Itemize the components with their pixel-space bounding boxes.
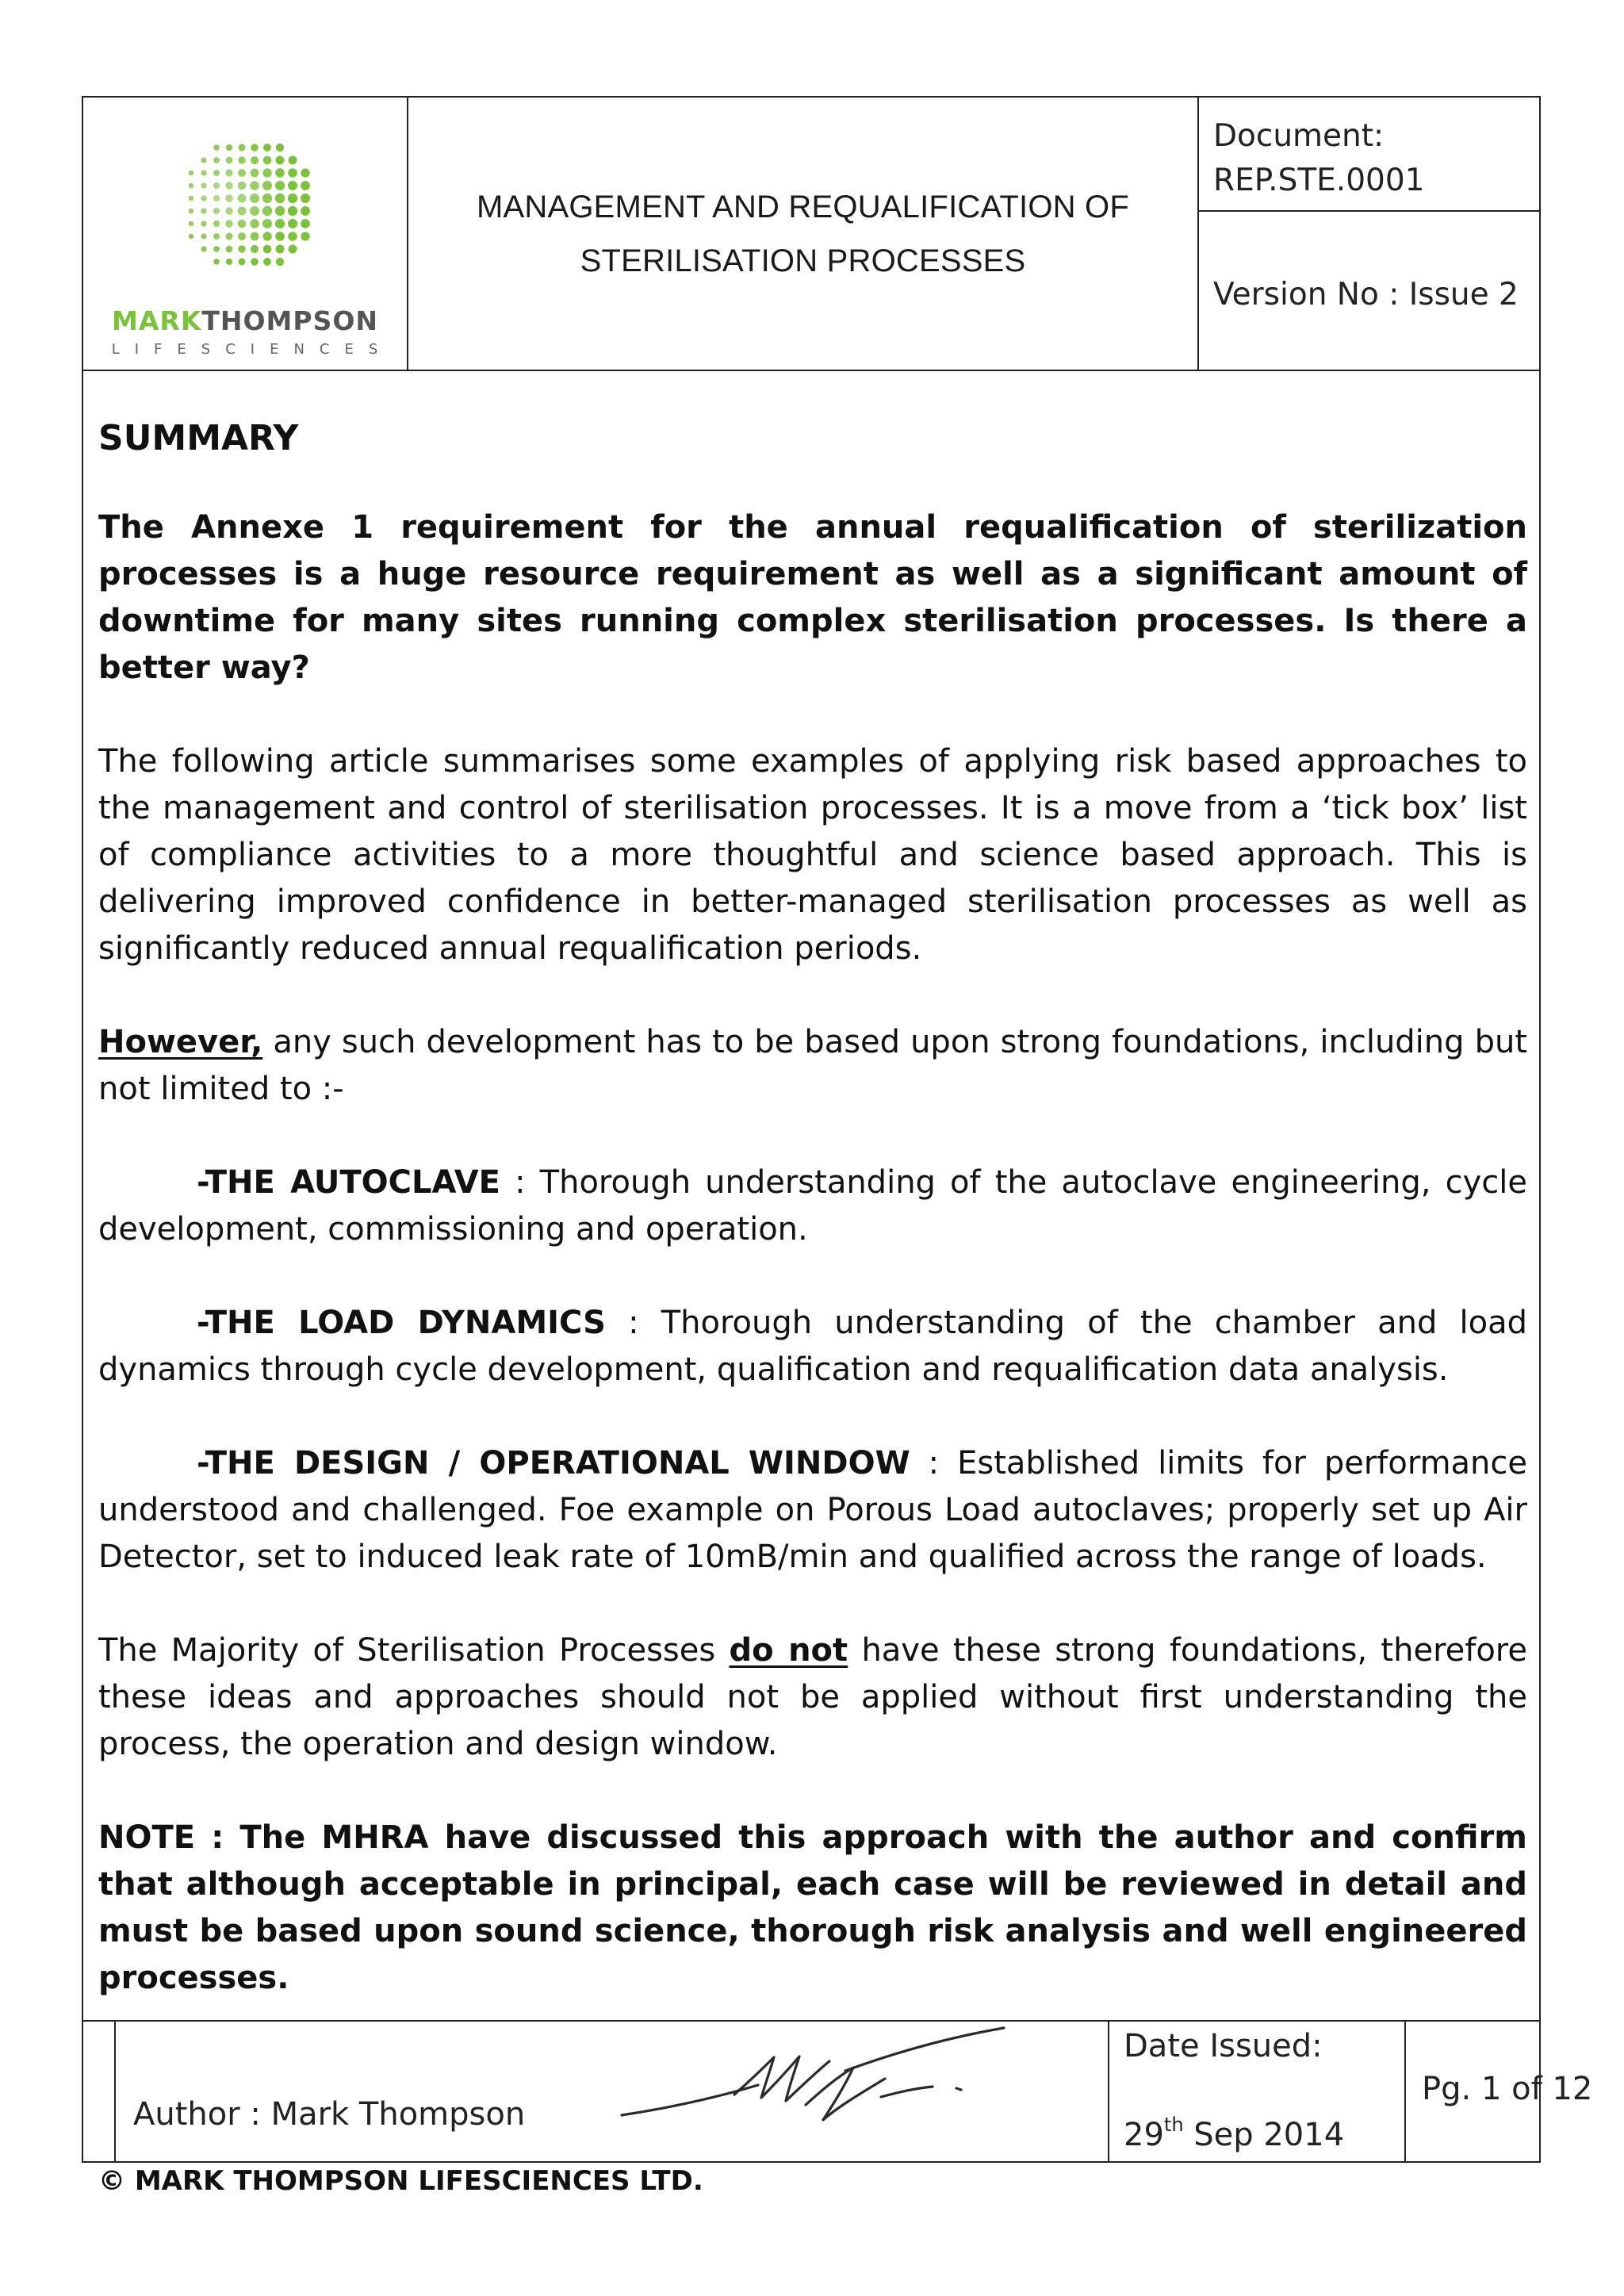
author-cell	[116, 2022, 1109, 2161]
globe-dot	[289, 156, 297, 165]
globe-dot	[201, 157, 206, 163]
globe-dot	[213, 259, 220, 265]
globe-dot	[250, 206, 259, 216]
globe-dot	[189, 183, 194, 189]
however-text: any such development has to be based upon strong foundations, including but not limited to :-	[98, 1024, 1527, 1107]
globe-dot	[213, 195, 220, 201]
globe-dot	[288, 232, 297, 241]
however-paragraph	[98, 1019, 1527, 1113]
dotted-globe-logo-icon	[83, 98, 408, 304]
summary-section	[98, 411, 1527, 2002]
date-issued-cell	[1109, 2022, 1406, 2161]
globe-dot	[251, 156, 259, 164]
globe-dot	[201, 208, 206, 213]
globe-dot	[263, 156, 272, 165]
globe-dot	[225, 169, 232, 176]
globe-dot	[226, 157, 233, 164]
globe-dot	[301, 219, 310, 228]
globe-dot	[262, 232, 271, 240]
globe-dot	[201, 170, 206, 175]
brand-name	[83, 305, 407, 336]
globe-dot	[263, 258, 271, 266]
globe-dot	[251, 258, 259, 266]
globe-dot	[201, 195, 206, 201]
version-number: Version No : Issue 2	[1213, 277, 1519, 312]
meta-cell	[1199, 98, 1539, 370]
majority-text-after: have these strong foundations, therefore these ideas and approaches should not be applied without first understanding the process, the operation and design window.	[98, 1632, 1527, 1762]
globe-dot	[301, 194, 310, 203]
globe-dot	[301, 168, 309, 177]
brand-logo	[83, 305, 407, 358]
document-number-cell	[1199, 98, 1539, 212]
globe-dot	[251, 232, 259, 241]
globe-dot	[226, 144, 232, 151]
globe-dot	[275, 168, 285, 178]
document-header-table	[82, 96, 1541, 371]
globe-dot	[301, 206, 310, 216]
globe-dot	[189, 234, 194, 240]
foundation-text: : Thorough understanding of the autoclave engineering, cycle development, commissioning and operation.	[98, 1164, 1527, 1248]
globe-dot	[301, 232, 309, 240]
date-day: 29	[1124, 2117, 1164, 2153]
globe-dot	[275, 232, 285, 241]
document-footer-table	[82, 2020, 1593, 2163]
summary-intro: The Annexe 1 requirement for the annual requalification of sterilization processes is a huge resource requirement as well as a significant amount of downtime for many sites running complex sterilisation processes. Is there a better way?	[98, 509, 1527, 686]
globe-dot	[288, 219, 297, 228]
globe-dot	[262, 181, 272, 190]
globe-dot	[226, 259, 232, 265]
foundation-load-dynamics	[98, 1300, 1527, 1393]
globe-dot	[201, 246, 206, 251]
globe-dot	[237, 194, 246, 202]
summary-heading: SUMMARY	[98, 418, 299, 458]
globe-dot	[251, 144, 259, 151]
globe-dot	[213, 157, 220, 163]
article-paragraph: The following article summarises some examples of applying risk based approaches to the management and control of sterilisation processes. It is a move from a ‘tick box’ list of compliance activities to a more thoughtful and science based approach. This is delivering improved confidence in better-managed sterilisation processes as well as significantly reduced annual requalification periods.	[98, 743, 1527, 967]
footer-gutter-cell	[83, 2022, 116, 2161]
globe-dot	[250, 194, 259, 203]
globe-dot	[238, 220, 247, 228]
brand-name-mark: MARK	[111, 305, 202, 336]
globe-dot	[213, 208, 220, 214]
foundation-operational-window	[98, 1440, 1527, 1581]
globe-dot	[263, 245, 272, 254]
globe-dot	[213, 144, 220, 151]
document-title	[408, 180, 1197, 288]
globe-dot	[237, 206, 246, 215]
globe-dot	[213, 182, 220, 189]
globe-dot	[289, 245, 297, 254]
foundation-label: -THE LOAD DYNAMICS	[197, 1305, 606, 1341]
date-issued-label: Date Issued:	[1124, 2028, 1323, 2064]
foundation-autoclave	[98, 1159, 1527, 1253]
globe-dot	[213, 170, 220, 176]
globe-dot	[288, 181, 297, 190]
globe-dot	[238, 232, 246, 240]
foundation-label: -THE AUTOCLAVE	[197, 1164, 500, 1201]
globe-dot	[238, 156, 246, 164]
globe-dot	[275, 194, 285, 204]
globe-dot	[275, 219, 285, 228]
globe-dot	[275, 181, 285, 190]
globe-dot	[213, 233, 220, 240]
foundation-text: : Thorough understanding of the chamber and load dynamics through cycle development, qualification and requalification data analysis.	[98, 1305, 1527, 1388]
mhra-note: NOTE : The MHRA have discussed this approach with the author and confirm that although acceptable in principal, each case will be reviewed in detail and must be based upon sound science, thorough risk analysis and well engineered processes.	[98, 1819, 1527, 1996]
document-number: REP.STE.0001	[1213, 163, 1425, 198]
globe-dot	[225, 232, 232, 240]
date-suffix: th	[1163, 2114, 1184, 2136]
globe-dot	[251, 245, 259, 253]
globe-dot	[213, 246, 220, 252]
globe-dot	[238, 169, 246, 177]
document-title-line-1: MANAGEMENT AND REQUALIFICATION OF	[477, 190, 1129, 224]
brand-subtitle: LIFESCIENCES	[111, 341, 393, 358]
majority-paragraph	[98, 1627, 1527, 1768]
globe-dot	[239, 259, 246, 266]
globe-dot	[262, 194, 272, 203]
date-issued-value	[1124, 2114, 1345, 2153]
globe-dot	[288, 206, 297, 216]
globe-dot	[238, 245, 246, 253]
author-name: Author : Mark Thompson	[133, 2096, 526, 2133]
globe-dot	[239, 144, 246, 151]
globe-dot	[213, 220, 220, 227]
globe-dot	[201, 220, 206, 226]
author-signature-icon	[615, 2022, 1028, 2148]
globe-dot	[225, 182, 232, 189]
globe-dot	[189, 171, 194, 176]
globe-dot	[201, 182, 206, 188]
title-cell	[408, 98, 1199, 370]
globe-dot	[276, 144, 284, 151]
globe-dot	[275, 206, 285, 217]
globe-dot	[262, 206, 272, 216]
globe-dot	[225, 207, 233, 215]
globe-dot	[301, 181, 310, 190]
document-label: Document:	[1213, 118, 1385, 154]
globe-dot	[189, 196, 194, 201]
globe-dot	[276, 156, 285, 165]
brand-name-thompson: THOMPSON	[201, 305, 379, 336]
foundation-text: : Established limits for performance understood and challenged. Foe example on Porous Load autoclaves; properly set up Air Detector, set to induced leak rate of 10mB/min and qualified across the range of loads.	[98, 1445, 1527, 1575]
globe-dot	[251, 169, 259, 178]
globe-dot	[189, 209, 194, 214]
foundation-label: -THE DESIGN / OPERATIONAL WINDOW	[197, 1445, 910, 1481]
globe-dot	[225, 194, 233, 202]
globe-dot	[225, 220, 232, 227]
however-label: However,	[98, 1024, 263, 1060]
copyright-notice: © MARK THOMPSON LIFESCIENCES LTD.	[98, 2165, 703, 2197]
document-title-line-2: STERILISATION PROCESSES	[580, 243, 1026, 278]
globe-dot	[262, 219, 272, 228]
globe-dot	[262, 168, 271, 177]
majority-text-before: The Majority of Sterilisation Processes	[98, 1632, 730, 1669]
globe-dot	[250, 219, 259, 228]
globe-dot	[250, 181, 259, 190]
globe-dot	[226, 246, 233, 253]
globe-dot	[238, 182, 247, 190]
globe-dot	[288, 168, 297, 178]
globe-dot	[288, 194, 297, 203]
globe-dot	[201, 233, 206, 239]
globe-dot	[276, 258, 284, 266]
globe-dot	[276, 245, 285, 254]
page-number-cell	[1406, 2022, 1593, 2161]
majority-emphasis: do not	[729, 1632, 848, 1669]
logo-cell	[83, 98, 408, 370]
date-rest: Sep 2014	[1183, 2117, 1345, 2153]
globe-dot	[189, 221, 194, 227]
page-number: Pg. 1 of 12	[1422, 2071, 1593, 2107]
globe-dot	[263, 144, 271, 151]
